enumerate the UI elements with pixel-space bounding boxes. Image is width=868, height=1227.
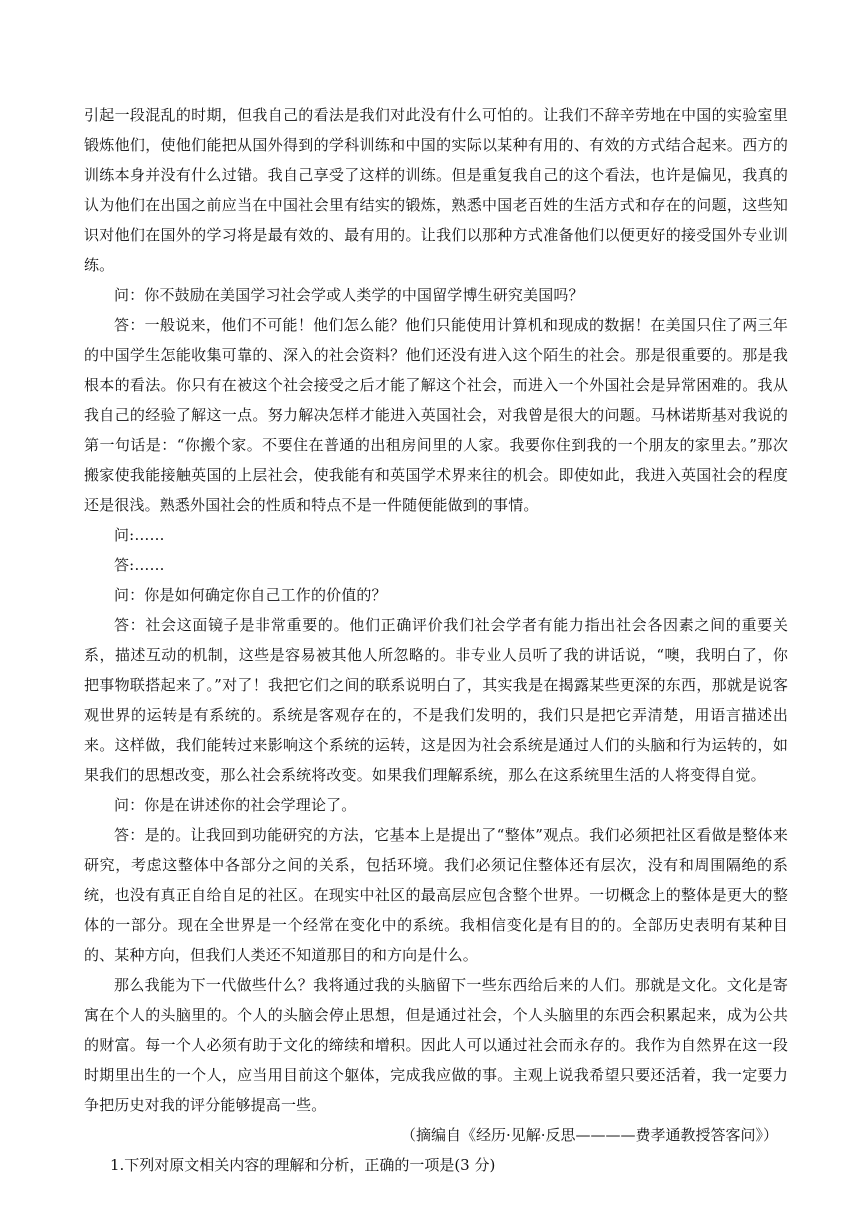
paragraph-answer-2: 答：社会这面镜子是非常重要的。他们正确评价我们社会学者有能力指出社会各因素之间的重要关系，描述互动的机制，这些是容易被其他人所忽略的。非专业人员听了我的讲话说，“噢，我明白了，你把事物联搭起来了。”对了！我把它们之间的联系说明白了，其实我是在揭露某些更深的东西，那就是说客观世界的运转是有系统的。系统是客观存在的，不是我们发明的，我们只是把它弄清楚，用语言描述出来。这样做，我们能转过来影响这个系统的运转，这是因为社会系统是通过人们的头脑和行为运转的，如果我们的思想改变，那么社会系统将改变。如果我们理解系统，那么在这系统里生活的人将变得自觉。 [84,616,788,784]
document-page [84,100,788,1180]
paragraph-answer-1: 答：一般说来，他们不可能！他们怎么能？他们只能使用计算机和现成的数据！在美国只住了两三年的中国学生怎能收集可靠的、深入的社会资料？他们还没有进入这个陌生的社会。那是很重要的。那是我根本的看法。你只有在被这个社会接受之后才能了解这个社会，而进入一个外国社会是异常困难的。我从我自己的经验了解这一点。努力解决怎样才能进入英国社会，对我曾是很大的问题。马林诺斯基对我说的第一句话是：“你搬个家。不要住在普通的出租房间里的人家。我要你住到我的一个朋友的家里去。”那次搬家使我能接触英国的上层社会，使我能有和英国学术界来往的机会。即使如此，我进入英国社会的程度还是很浅。熟悉外国社会的性质和特点不是一件随便能做到的事情。 [84,316,788,514]
paragraph-closing: 那么我能为下一代做些什么？我将通过我的头脑留下一些东西给后来的人们。那就是文化。文化是寄寓在个人的头脑里的。个人的头脑会停止思想，但是通过社会，个人头脑里的东西会积累起来，成为公共的财富。每一个人必须有助于文化的缔续和增积。因此人可以通过社会而永存的。我作为自然界在这一段时期里出生的一个人，应当用目前这个躯体，完成我应做的事。主观上说我希望只要还活着，我一定要力争把历史对我的评分能够提高一些。 [84,976,788,1114]
article-body [84,100,788,1120]
paragraph-question-ellipsis: 问:…… [114,526,165,544]
paragraph-question-2: 问：你是如何确定你自己工作的价值的？ [114,586,387,604]
paragraph-answer-3: 答：是的。让我回到功能研究的方法，它基本上是提出了“整体”观点。我们必须把社区看做是整体来研究，考虑这整体中各部分之间的关系，包括环境。我们必须记住整体还有层次，没有和周围隔绝的系统，也没有真正自给自足的社区。在现实中社区的最高层应包含整个世界。一切概念上的整体是更大的整体的一部分。现在全世界是一个经常在变化中的系统。我相信变化是有目的的。全部历史表明有某种目的、某种方向，但我们人类还不知道那目的和方向是什么。 [84,826,788,964]
source-citation: （摘编自《经历·见解·反思————费孝通教授答客问》） [400,1126,778,1144]
exam-question: 1.下列对原文相关内容的理解和分析，正确的一项是(3 分) [110,1156,496,1174]
paragraph-intro: 引起一段混乱的时期，但我自己的看法是我们对此没有什么可怕的。让我们不辞辛劳地在中国的实验室里锻炼他们，使他们能把从国外得到的学科训练和中国的实际以某种有用的、有效的方式结合起来。西方的训练本身并没有什么过错。我自己享受了这样的训练。但是重复我自己的这个看法，也许是偏见，我真的认为他们在出国之前应当在中国社会里有结实的锻炼，熟悉中国老百姓的生活方式和存在的问题，这些知识对他们在国外的学习将是最有效的、最有用的。让我们以那种方式准备他们以便更好的接受国外专业训练。 [84,106,788,274]
paragraph-question-1: 问：你不鼓励在美国学习社会学或人类学的中国留学博生研究美国吗？ [114,286,584,304]
paragraph-answer-ellipsis: 答:…… [114,556,165,574]
paragraph-question-3: 问：你是在讲述你的社会学理论了。 [114,796,357,814]
